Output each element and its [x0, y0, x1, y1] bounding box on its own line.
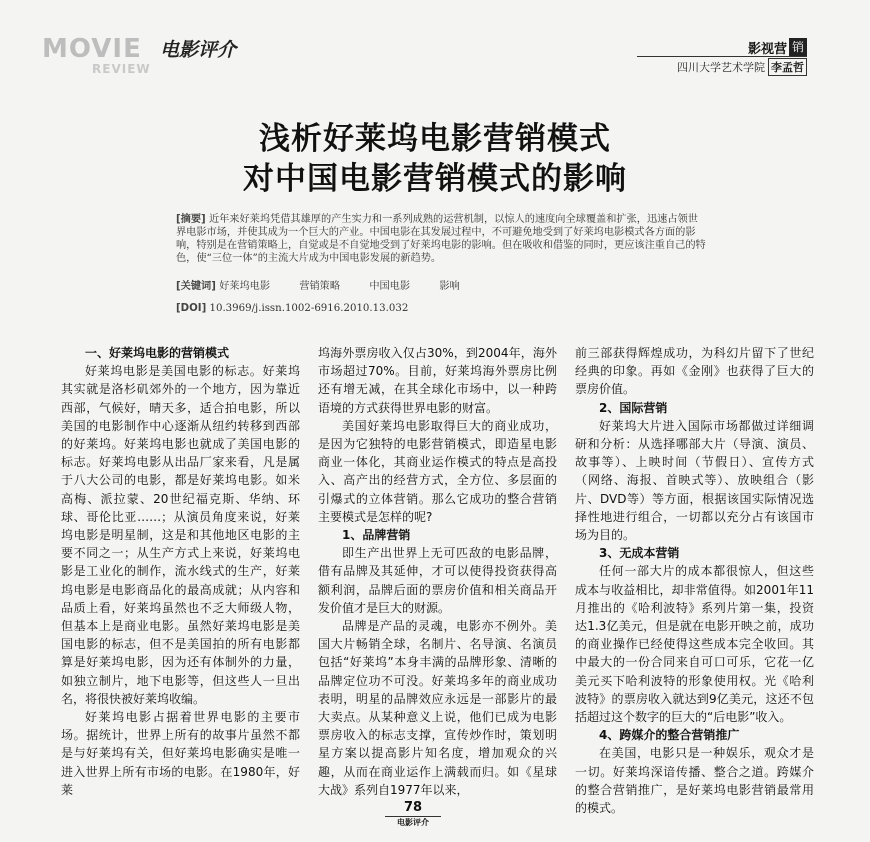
subsection-heading: 3、无成本营销	[599, 546, 680, 561]
body-paragraph: 美国好莱坞电影取得巨大的商业成功，是因为它独特的电影营销模式，即造星电影商业一体化，其商业运作模式的特点是高投入、高产出的经营方式，全方位、多层面的引爆式的立体营销。那么它成功的整合营销主要模式是怎样的呢?	[318, 418, 557, 524]
body-paragraph: 好莱坞电影占据着世界电影的主要市场。据统计，世界上所有的故事片虽然不都是与好莱坞有关，但好莱坞电影确实是唯一进入世界上所有市场的电影。在1980年，好莱	[61, 710, 300, 797]
body-column-2	[318, 344, 557, 799]
body-paragraph: 在美国，电影只是一种娱乐，观众才是一切。好莱坞深谙传播、整合之道。跨媒介的整合营销推广，是好莱坞电影营销最常用的模式。	[575, 746, 814, 816]
section-title: 影视营	[747, 42, 787, 57]
subsection-heading: 2、国际营销	[599, 400, 668, 415]
keywords	[176, 280, 706, 293]
doi-line	[176, 302, 706, 315]
article-title-line1: 浅析好莱坞电影营销模式	[259, 121, 611, 157]
footer-magazine-name: 电影评介	[397, 817, 429, 827]
keyword-item: 影响	[439, 281, 460, 292]
body-column-3	[575, 344, 814, 817]
article-title-line2: 对中国电影营销模式的影响	[243, 161, 627, 197]
keyword-item: 好莱坞电影	[219, 281, 271, 292]
body-paragraph: 前三部获得辉煌成功，为科幻片留下了世纪经典的印象。再如《金刚》也获得了巨大的票房价值。	[575, 346, 814, 397]
body-paragraph: 任何一部大片的成本都很惊人，但这些成本与收益相比，却非常值得。如2001年11月推出的《哈利波特》系列片第一集，投资达1.3亿美元，但是就在电影开映之前，成功的商业操作已经使得这些成本完全收回。其中最大的一份合同来自可口可乐，它花一亿美元买下哈利波特的形象使用权。光《哈利波特》的票房收入就达到9亿美元，这还不包括超过这个数字的巨大的“后电影”收入。	[575, 564, 814, 725]
body-paragraph: 好莱坞电影是美国电影的标志。好莱坞其实就是洛杉矶郊外的一个地方，因为靠近西部，气候好，晴天多，适合拍电影，所以美国的电影制作中心逐渐从纽约转移到西部的好莱坞。好莱坞电影也就成了美国电影的标志。好莱坞电影从出品厂家来看，凡是属于八大公司的电影，都是好莱坞电影。如米高梅、派拉蒙、20世纪福克斯、华纳、环球、哥伦比亚……；从演员角度来说，好莱坞电影是明星制，这是和其他地区电影的主要不同之一；从生产方式上来说，好莱坞电影是工业化的制作，流水线式的生产，好莱坞电影是电影商品化的最高成就；从内容和品质上看，好莱坞虽然也不乏大师级人物，但基本上是商业电影。虽然好莱坞电影是美国电影的标志，但不是美国拍的所有电影都算是好莱坞电影，因为还有体制外的力量，如独立制片，地下电影等，但这些人一旦出名，将很快被好莱坞收编。	[61, 364, 300, 706]
logo-chinese-text: 电影评介	[160, 39, 237, 61]
page-number: 78	[385, 800, 441, 817]
doi-label: [DOI]	[176, 303, 207, 314]
abstract	[176, 213, 706, 265]
body-column-1	[61, 344, 300, 799]
body-paragraph: 即生产出世界上无可匹敌的电影品牌，借有品牌及其延伸，才可以使得投资获得高额利润，品牌后面的票房价值和相关商品开发价值才是巨大的财源。	[318, 546, 557, 615]
magazine-logo	[42, 34, 262, 76]
keyword-item: 中国电影	[369, 281, 411, 292]
body-paragraph: 品牌是产品的灵魂，电影亦不例外。美国大片畅销全球，名制片、名导演、名演员包括“好莱坞”本身丰满的品牌形象、清晰的品牌定位功不可没。好莱坞多年的商业成功表明，明星的品牌效应永远是一部影片的最大卖点。从某种意义上说，他们已成为电影票房收入的标志支撑，宣传炒作时，策划明星方案以提高影片知名度，增加观众的兴趣，从而在商业运作上满载而归。如《星球大战》系列自1977年以来，	[318, 619, 557, 797]
body-paragraph: 坞海外票房收入仅占30%，到2004年，海外市场超过70%。目前，好莱坞海外票房比例还有增无减，在其全球化市场中，以一种跨语境的方式获得世界电影的财富。	[318, 346, 557, 415]
author-line	[677, 58, 807, 76]
abstract-label: [摘要]	[176, 214, 206, 225]
logo-review-text: REVIEW	[92, 62, 151, 76]
subsection-heading: 4、跨媒介的整合营销推广	[599, 728, 740, 743]
section-header	[637, 38, 807, 57]
author-affiliation: 四川大学艺术学院	[677, 61, 765, 74]
section-heading: 一、好莱坞电影的营销模式	[85, 346, 230, 360]
keywords-label: [关键词]	[176, 281, 216, 292]
logo-movie-text: MOVIE	[42, 34, 142, 64]
keyword-item: 营销策略	[299, 281, 341, 292]
subsection-heading: 1、品牌营销	[342, 528, 411, 543]
abstract-text: 近年来好莱坞凭借其雄厚的产生实力和一系列成熟的运营机制，以惊人的速度向全球覆盖和扩张，迅速占领世界电影市场，并使其成为一个巨大的产业。中国电影在其发展过程中，不可避免地受到了好莱坞电影模式各方面的影响，特别是在营销策略上，自觉或是不自觉地受到了好莱坞电影的影响。但在吸收和借鉴的同时，更应该注重自己的特色，使“三位一体”的主流大片成为中国电影发展的新趋势。	[176, 214, 706, 264]
section-tag: 销	[789, 38, 807, 56]
doi-value: 10.3969/j.issn.1002-6916.2010.13.032	[209, 303, 409, 314]
body-paragraph: 好莱坞大片进入国际市场都做过详细调研和分析：从选择哪部大片（导演、演员、故事等）、上映时间（节假日）、宣传方式（网络、海报、首映式等）、放映组合（影片、DVD等）等方面，根据该国实际情况选择性地进行组合，一切都以充分占有该国市场为目的。	[575, 418, 814, 543]
page-footer	[385, 800, 441, 828]
author-name: 李孟哲	[768, 58, 807, 76]
